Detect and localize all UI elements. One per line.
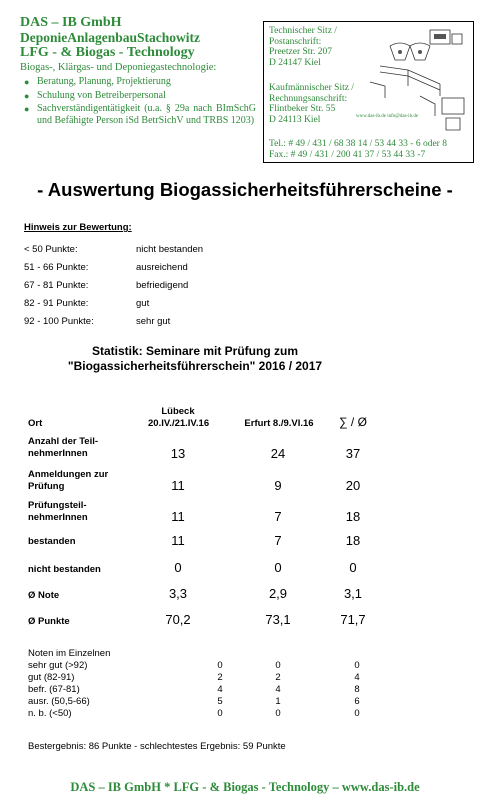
table-cell: 11 (171, 509, 185, 524)
table-cell: 11 (171, 478, 185, 493)
page-title: - Auswertung Biogassicherheitsführerscheine - (37, 179, 453, 200)
grades-cell: 1 (275, 696, 281, 707)
table-row-label: bestanden (28, 536, 76, 547)
grades-cell: 6 (354, 696, 360, 707)
table-cell: 71,7 (340, 612, 366, 627)
grades-cell: 8 (354, 684, 360, 695)
table-cell: 0 (274, 560, 282, 575)
grades-cell: 2 (217, 672, 223, 683)
grades-cell: 4 (275, 684, 281, 695)
grades-row-label: befr. (67-81) (28, 684, 80, 695)
col-header-sum: ∑ / Ø (339, 415, 367, 429)
table-row-label: Prüfungsteil- nehmerInnen (28, 500, 88, 523)
grades-title: Noten im Einzelnen (28, 648, 111, 659)
best-worst-result: Bestergebnis: 86 Punkte - schlechtestes Ergebnis: 59 Punkte (28, 741, 286, 752)
services-list (20, 76, 256, 126)
billing-address: Kaufmännischer Sitz / Rechnungsanschrift: Flintbeker Str. 55 D 24113 Kiel (269, 83, 354, 125)
table-cell: 11 (171, 533, 185, 548)
table-cell: 3,3 (168, 586, 188, 601)
grades-cell: 4 (354, 672, 360, 683)
grades-row-label: sehr gut (>92) (28, 660, 88, 671)
table-cell: 7 (274, 509, 282, 524)
list-item: ● Sachverständigentätigkeit (u.a. § 29a nach BImSchG und Befähigte Person iSd BetrSichV und TRBS 1203) (24, 103, 256, 126)
phone-line: Tel.: # 49 / 431 / 68 38 14 / 53 44 33 - 6 oder 8 (269, 139, 447, 149)
table-row-label: nicht bestanden (28, 564, 101, 575)
grades-row-label: gut (82-91) (28, 672, 75, 683)
grades-cell: 0 (275, 708, 281, 719)
company-name: DAS – IB GmbH (20, 15, 122, 30)
grades-cell: 0 (217, 660, 223, 671)
table-cell: 24 (270, 446, 286, 461)
biogas-plant-illustration (360, 26, 470, 142)
table-cell: 2,9 (268, 586, 288, 601)
bullet-icon: ● (24, 90, 30, 101)
table-cell: 18 (345, 533, 361, 548)
fax-line: Fax.: # 49 / 431 / 200 41 37 / 53 44 33 -7 (269, 149, 426, 160)
table-cell: 73,1 (265, 612, 291, 627)
page-footer: DAS – IB GmbH * LFG - & Biogas - Technology – www.das-ib.de (70, 780, 420, 794)
table-cell: 70,2 (165, 612, 191, 627)
table-cell: 0 (174, 560, 182, 575)
technical-address: Technischer Sitz / Postanschrift: Preetzer Str. 207 D 24147 Kiel (269, 26, 337, 68)
table-cell: 9 (274, 478, 282, 493)
grades-cell: 2 (275, 672, 281, 683)
list-item: ● Beratung, Planung, Projektierung (24, 76, 171, 87)
company-header (20, 15, 256, 128)
grades-cell: 5 (217, 696, 223, 707)
table-cell: 7 (274, 533, 282, 548)
table-cell: 3,1 (343, 586, 363, 601)
col-header-erfurt: Erfurt 8./9.VI.16 (244, 418, 314, 429)
rating-hint-title: Hinweis zur Bewertung: (24, 222, 132, 233)
statistics-title: Statistik: Seminare mit Prüfung zum "Biogassicherheitsführerschein" 2016 / 2017 (67, 344, 323, 373)
grades-row-label: n. b. (<50) (28, 708, 72, 719)
contact-numbers (269, 139, 447, 160)
bullet-icon: ● (24, 77, 30, 87)
table-row-label: Ø Punkte (28, 616, 70, 627)
col-header-luebeck: Lübeck 20.IV./21.IV.16 (148, 406, 210, 429)
company-technology: LFG - & Biogas - Technology (20, 45, 195, 60)
table-row-label: Ø Note (28, 590, 60, 601)
list-item: ● Schulung von Betreiberpersonal (24, 89, 166, 101)
website-small: www.das-ib.de info@das-ib.de (356, 114, 419, 119)
grades-cell: 4 (217, 684, 223, 695)
grades-cell: 0 (275, 660, 281, 671)
table-cell: 13 (170, 446, 186, 461)
company-subname: DeponieAnlagenbauStachowitz (20, 30, 201, 45)
table-cell: 0 (349, 560, 357, 575)
col-header-ort: Ort (28, 418, 43, 429)
table-row-label: Anmeldungen zur Prüfung (28, 469, 109, 492)
grades-cell: 0 (354, 660, 360, 671)
grades-cell: 0 (354, 708, 360, 719)
bullet-icon: ● (24, 104, 30, 114)
company-tagline: Biogas-, Klärgas- und Deponiegastechnologie: (20, 62, 217, 73)
table-cell: 37 (345, 446, 361, 461)
grades-row-label: ausr. (50,5-66) (28, 696, 90, 707)
grades-cell: 0 (217, 708, 223, 719)
table-row-label: Anzahl der Teil- nehmerInnen (28, 436, 99, 459)
table-cell: 20 (345, 478, 361, 493)
table-cell: 18 (345, 509, 361, 524)
address-box (263, 21, 474, 163)
